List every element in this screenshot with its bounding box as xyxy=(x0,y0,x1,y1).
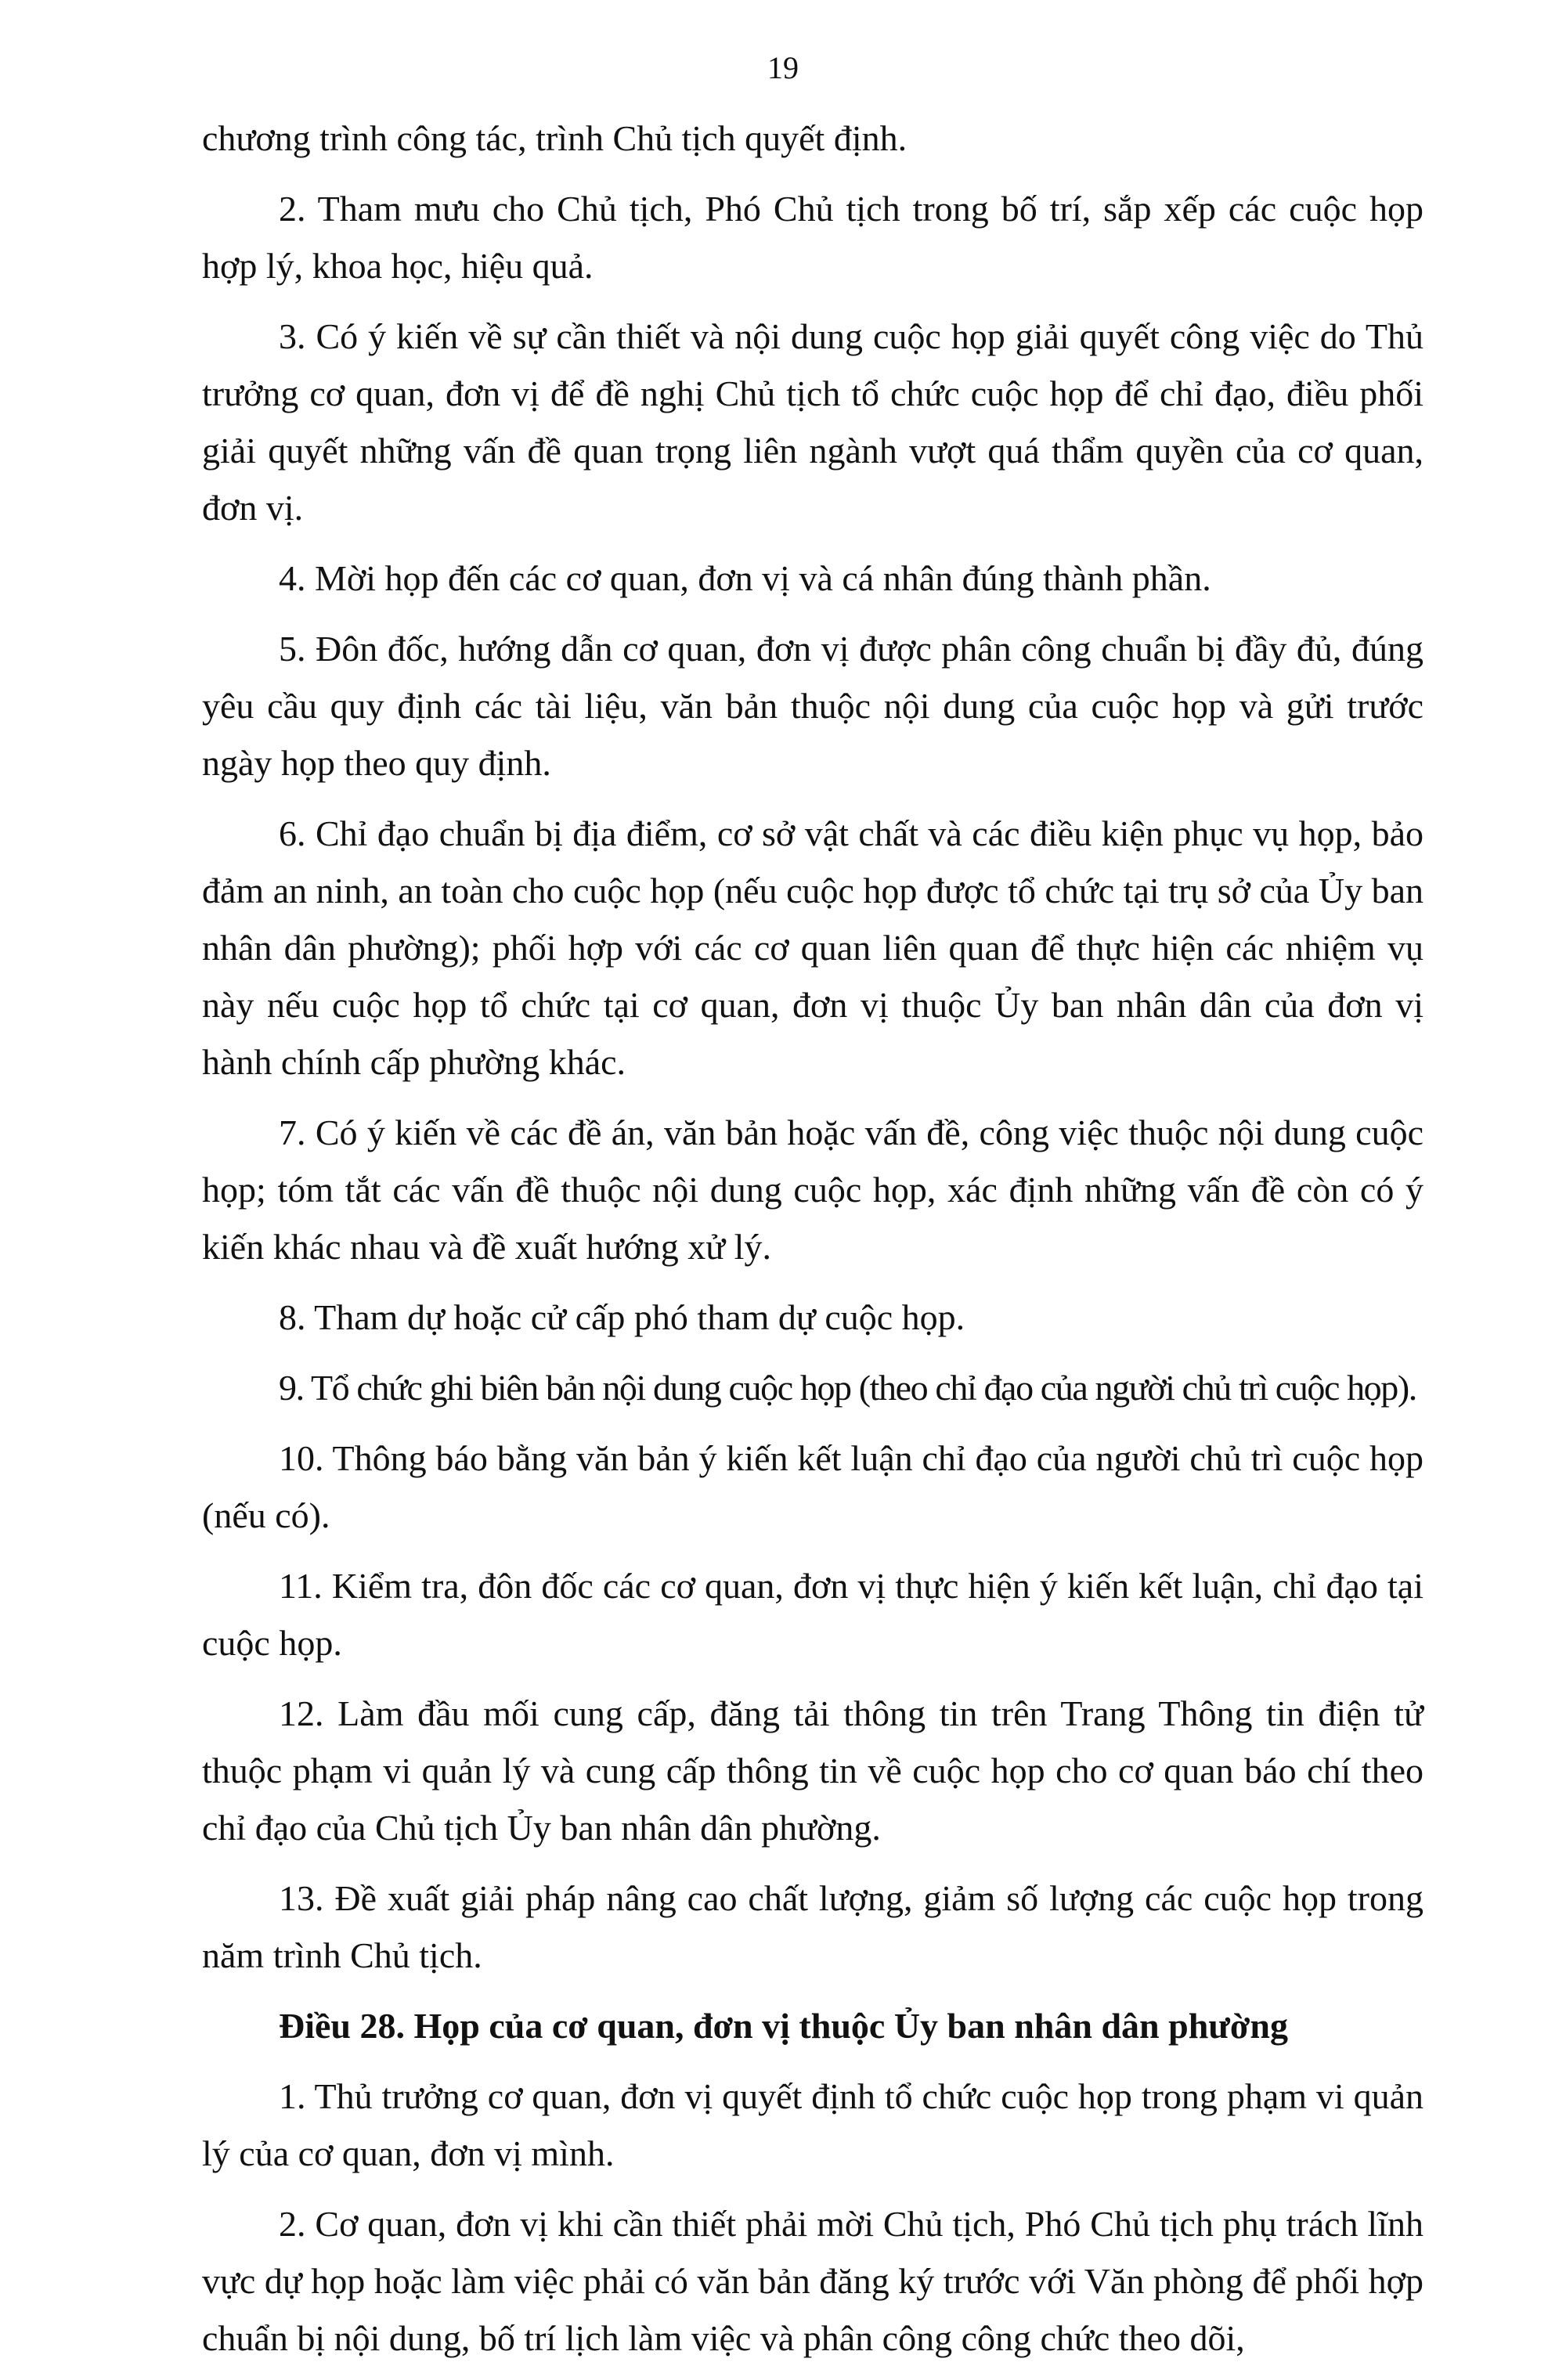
paragraph-item-4: 4. Mời họp đến các cơ quan, đơn vị và cá nhân đúng thành phần. xyxy=(279,558,1211,598)
paragraph-item-2: 2. Tham mưu cho Chủ tịch, Phó Chủ tịch trong bố trí, sắp xếp các cuộc họp hợp lý, khoa học, hiệu quả. xyxy=(202,189,1423,286)
document-body xyxy=(202,110,1423,2380)
article-28-paragraph-1: 1. Thủ trưởng cơ quan, đơn vị quyết định tổ chức cuộc họp trong phạm vi quản lý của cơ quan, đơn vị mình. xyxy=(202,2076,1423,2173)
paragraph-item-8: 8. Tham dự hoặc cử cấp phó tham dự cuộc họp. xyxy=(279,1297,965,1337)
paragraph-item-12: 12. Làm đầu mối cung cấp, đăng tải thông tin trên Trang Thông tin điện tử thuộc phạm vi quản lý và cung cấp thông tin về cuộc họp cho cơ quan báo chí theo chỉ đạo của Chủ tịch Ủy ban nhân dân phường. xyxy=(202,1693,1423,1848)
paragraph-continuation: chương trình công tác, trình Chủ tịch quyết định. xyxy=(202,118,907,158)
paragraph-item-6: 6. Chỉ đạo chuẩn bị địa điểm, cơ sở vật chất và các điều kiện phục vụ họp, bảo đảm an ninh, an toàn cho cuộc họp (nếu cuộc họp được tổ chức tại trụ sở của Ủy ban nhân dân phường); phối hợp với các cơ quan liên quan để thực hiện các nhiệm vụ này nếu cuộc họp tổ chức tại cơ quan, đơn vị thuộc Ủy ban nhân dân của đơn vị hành chính cấp phường khác. xyxy=(202,813,1423,1082)
page-number: 19 xyxy=(767,50,799,85)
paragraph-item-5: 5. Đôn đốc, hướng dẫn cơ quan, đơn vị được phân công chuẩn bị đầy đủ, đúng yêu cầu quy định các tài liệu, văn bản thuộc nội dung của cuộc họp và gửi trước ngày họp theo quy định. xyxy=(202,629,1423,783)
paragraph-item-13: 13. Đề xuất giải pháp nâng cao chất lượng, giảm số lượng các cuộc họp trong năm trình Chủ tịch. xyxy=(202,1878,1423,1975)
paragraph-item-7: 7. Có ý kiến về các đề án, văn bản hoặc vấn đề, công việc thuộc nội dung cuộc họp; tóm tắt các vấn đề thuộc nội dung cuộc họp, xác định những vấn đề còn có ý kiến khác nhau và đề xuất hướng xử lý. xyxy=(202,1112,1423,1267)
paragraph-item-11: 11. Kiểm tra, đôn đốc các cơ quan, đơn vị thực hiện ý kiến kết luận, chỉ đạo tại cuộc họp. xyxy=(202,1566,1423,1663)
paragraph-item-10: 10. Thông báo bằng văn bản ý kiến kết luận chỉ đạo của người chủ trì cuộc họp (nếu có). xyxy=(202,1438,1423,1535)
paragraph-item-9: 9. Tổ chức ghi biên bản nội dung cuộc họp (theo chỉ đạo của người chủ trì cuộc họp). xyxy=(279,1368,1416,1408)
paragraph-item-3: 3. Có ý kiến về sự cần thiết và nội dung cuộc họp giải quyết công việc do Thủ trưởng cơ quan, đơn vị để đề nghị Chủ tịch tổ chức cuộc họp để chỉ đạo, điều phối giải quyết những vấn đề quan trọng liên ngành vượt quá thẩm quyền của cơ quan, đơn vị. xyxy=(202,316,1423,528)
article-28-paragraph-2: 2. Cơ quan, đơn vị khi cần thiết phải mời Chủ tịch, Phó Chủ tịch phụ trách lĩnh vực dự họp hoặc làm việc phải có văn bản đăng ký trước với Văn phòng để phối hợp chuẩn bị nội dung, bố trí lịch làm việc và phân công công chức theo dõi, xyxy=(202,2204,1423,2358)
article-28-heading: Điều 28. Họp của cơ quan, đơn vị thuộc Ủy ban nhân dân phường xyxy=(279,2006,1288,2046)
